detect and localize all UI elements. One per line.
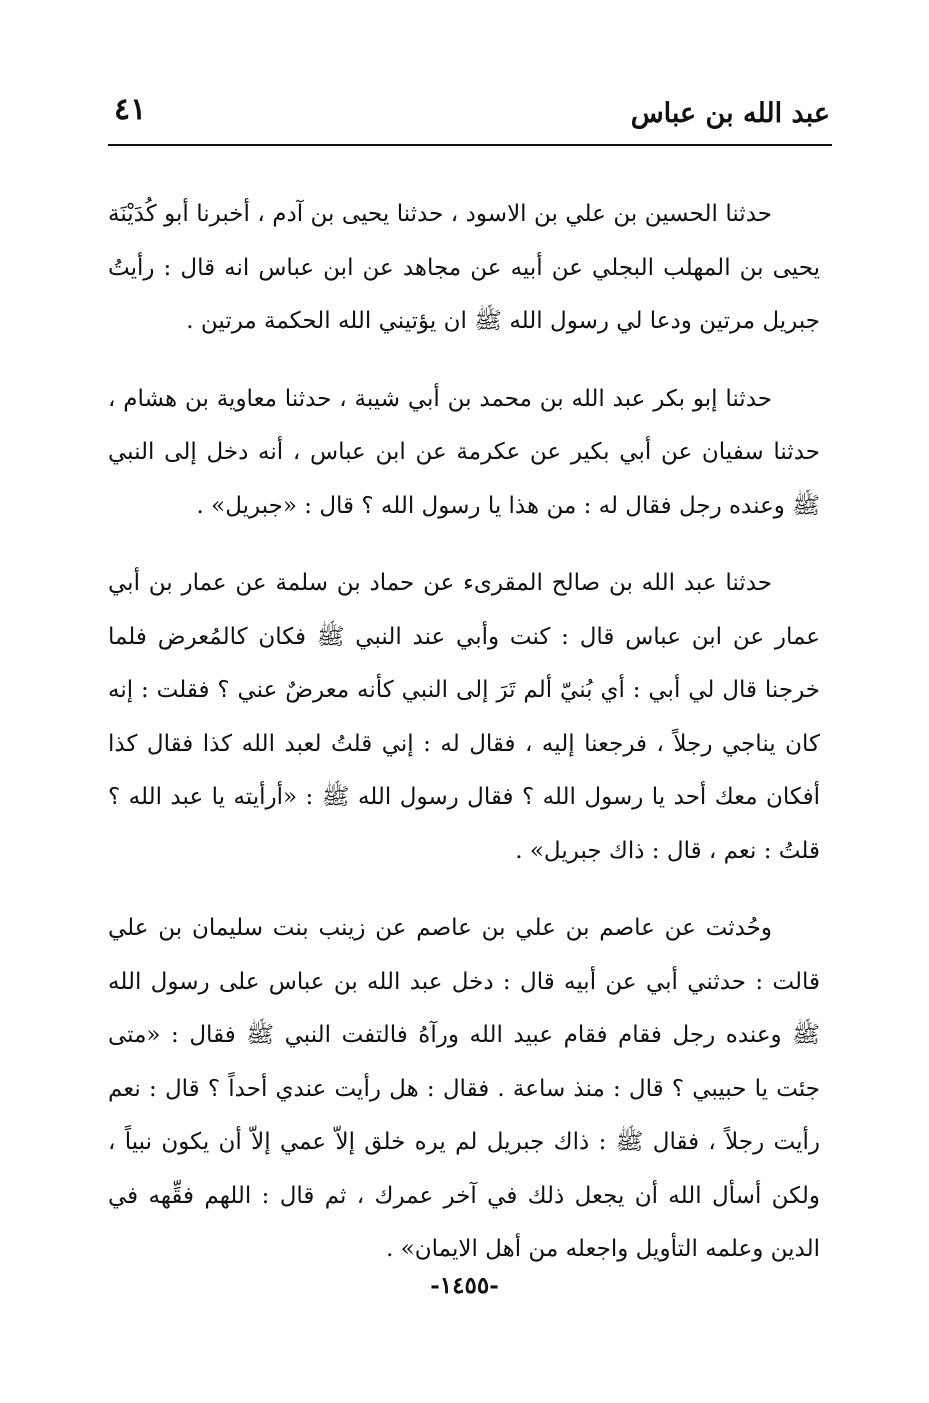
running-title: عبد الله بن عباس [630,98,830,129]
paragraph-3: حدثنا عبد الله بن صالح المقرىء عن حماد بن سلمة عن عمار بن أبي عمار عن ابن عباس قال : كنت وأبي عند النبي ﷺ فكان كالمُعرض فلما خرجنا قال لي أبي : أي بُنيّ ألم تَرَ إلى النبي كأنه معرضٌ عني ؟ فقلت : إنه كان يناجي رجلاً ، فرجعنا إليه ، فقال له : إني قلتُ لعبد الله كذا فقال كذا أفكان معك أحد يا رسول الله ؟ فقال رسول الله ﷺ : «أرأيته يا عبد الله ؟ قلتُ : نعم ، قال : ذاك جبريل» . [108,570,820,864]
paragraph-4: وحُدثت عن عاصم بن علي بن عاصم عن زينب بنت سليمان بن علي قالت : حدثني أبي عن أبيه قال : دخل عبد الله بن عباس على رسول الله ﷺ وعنده رجل فقام فقام عبيد الله ورآهُ فالتفت النبي ﷺ فقال : «متى جئت يا حبيبي ؟ قال : منذ ساعة . فقال : هل رأيت عندي أحداً ؟ قال : نعم رأيت رجلاً ، فقال ﷺ : ذاك جبريل لم يره خلق إلاّ عمي إلاّ أن يكون نبياً ، ولكن أسأل الله أن يجعل ذلك في آخر عمرك ، ثم قال : اللهم فقِّهه في الدين وعلمه التأويل واجعله من أهل الايمان» . [108,915,820,1262]
paragraph-1: حدثنا الحسين بن علي بن الاسود ، حدثنا يحيى بن آدم ، أخبرنا أبو كُدَيْنَة يحيى بن المهلب البجلي عن أبيه عن مجاهد عن ابن عباس انه قال : رأيتُ جبريل مرتين ودعا لي رسول الله ﷺ ان يؤتيني الله الحكمة مرتين . [108,201,820,334]
folio-number: -١٤٥٥- [430,1272,499,1299]
page-number: ٤١ [114,92,147,127]
body-text [108,188,820,1301]
paragraph-2: حدثنا إبو بكر عبد الله بن محمد بن أبي شيبة ، حدثنا معاوية بن هشام ، حدثنا سفيان عن أبي بكير عن عكرمة عن ابن عباس ، أنه دخل إلى النبي ﷺ وعنده رجل فقال له : من هذا يا رسول الله ؟ قال : «جبريل» . [108,385,820,519]
header-rule [108,144,832,146]
running-header [108,88,830,144]
